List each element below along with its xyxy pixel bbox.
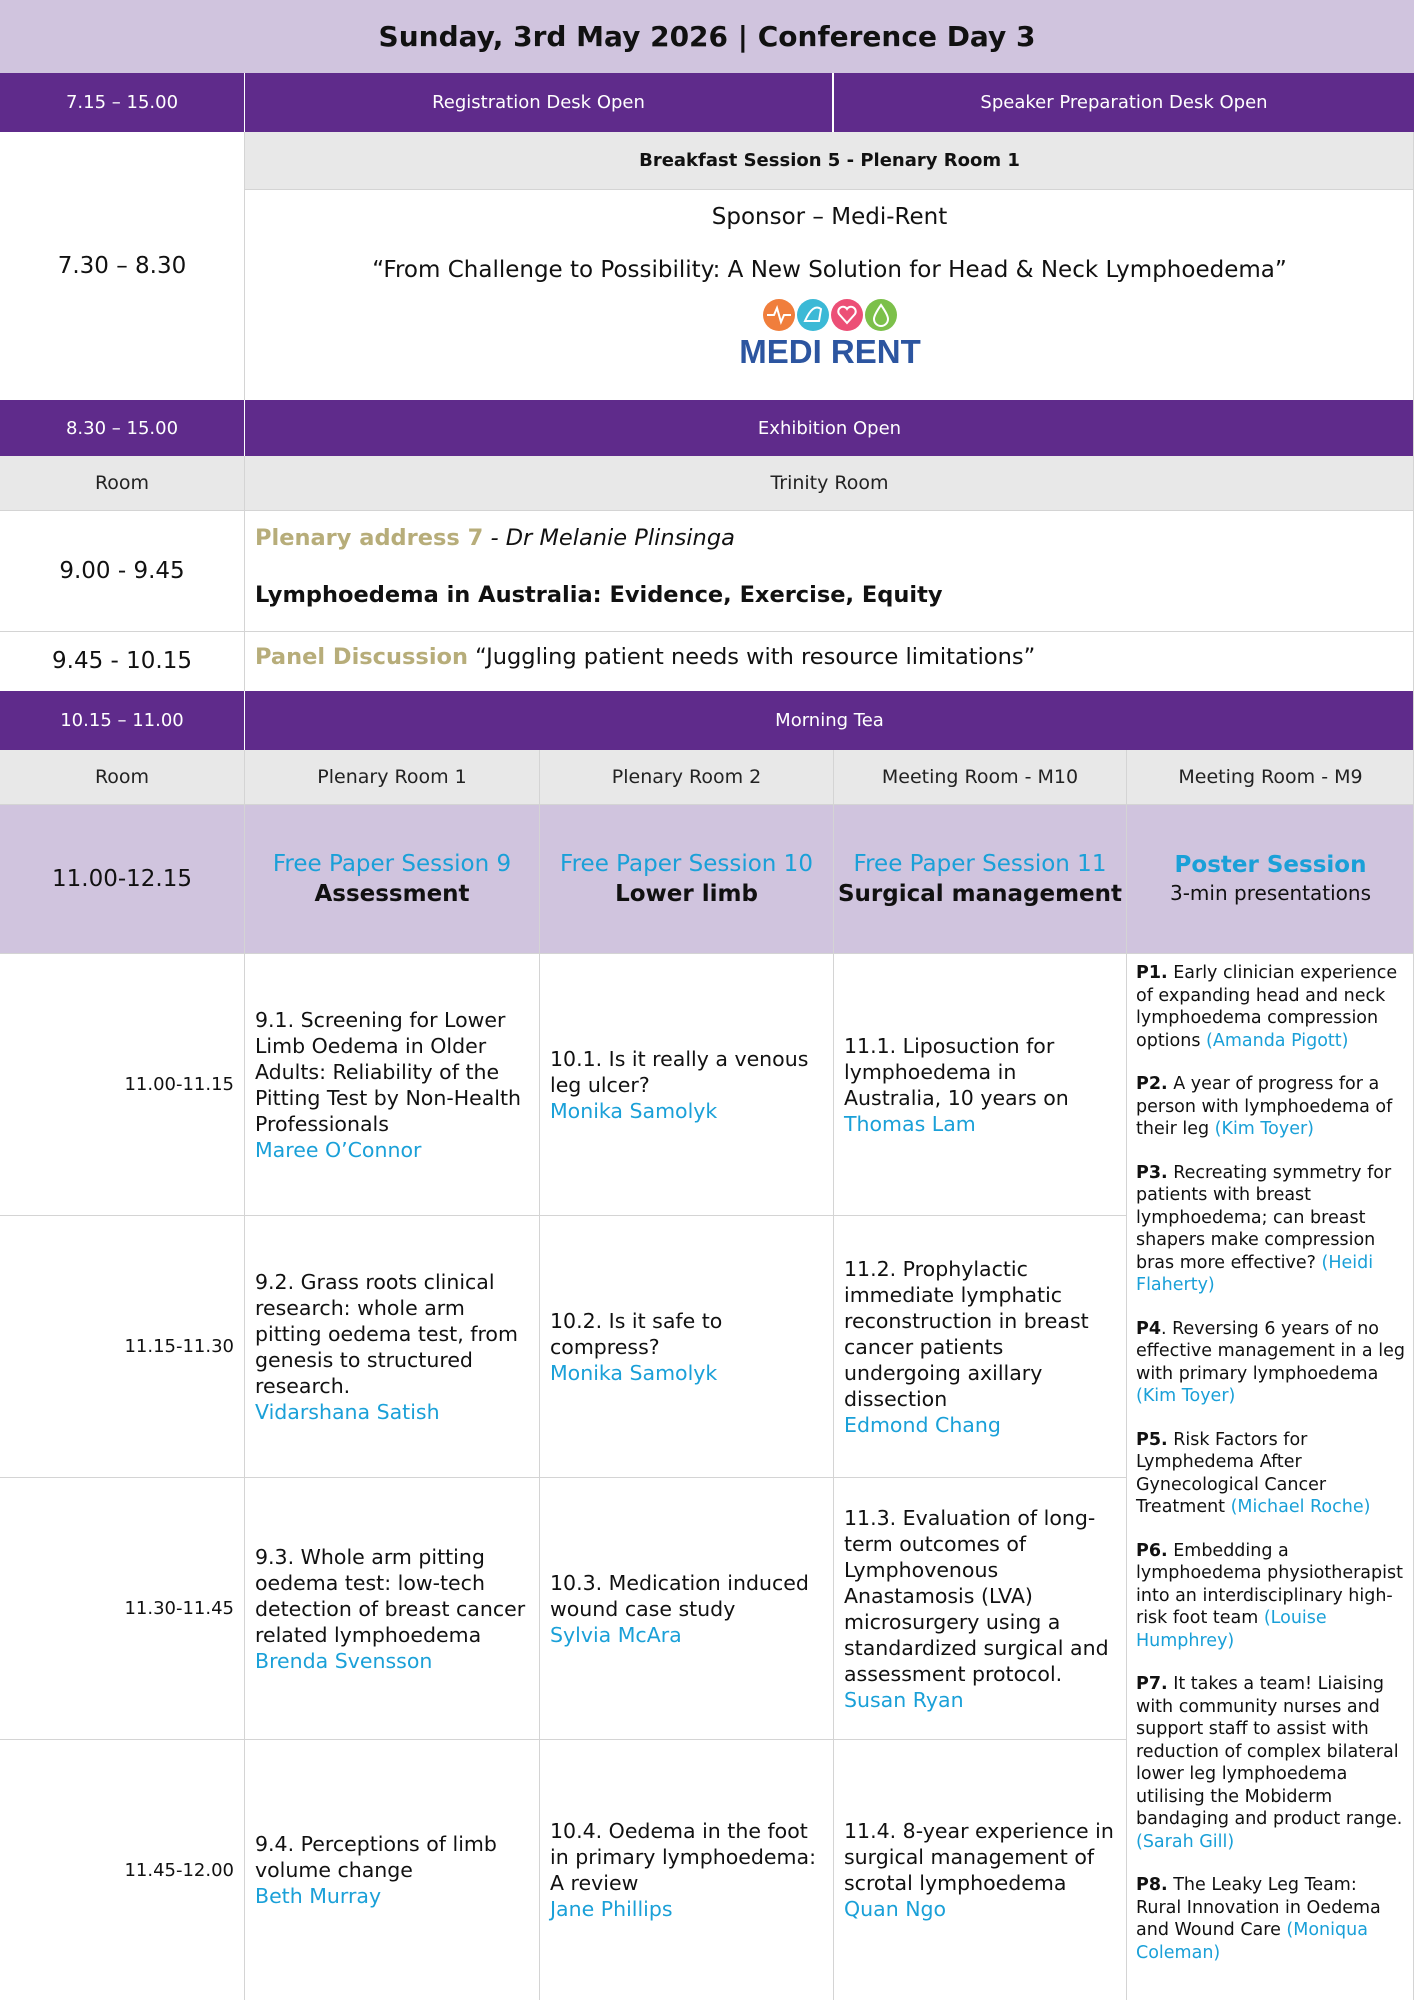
room-plenary-1: Plenary Room 1 [245,750,539,804]
poster-title: A year of progress for a person with lymphoedema of their leg [1136,1074,1393,1139]
talk-speaker: Brenda Svensson [255,1648,433,1673]
panel-title: “Juggling patient needs with resource limitations” [468,644,1036,670]
talk-speaker: Maree O’Connor [255,1137,422,1162]
talk-title: 11.3. Evaluation of long-term outcomes of Lymphovenous Anastamosis (LVA) microsurgery using a standardized surgical and assessment protocol. [844,1505,1109,1686]
morning-tea-time: 10.15 – 11.00 [0,691,244,750]
poster-code: P6. [1136,1540,1168,1561]
session-11-name: Free Paper Session 11 [853,851,1107,877]
sessions-time: 11.00-12.15 [0,805,244,953]
talk-cell [834,1478,1126,1739]
poster-code: P1. [1136,963,1168,983]
talk-cell [245,1216,539,1477]
medi-rent-logo [730,299,930,377]
poster-item [1136,1073,1406,1141]
talk-title: 10.4. Oedema in the foot in primary lymphoedema: A review [550,1819,816,1895]
poster-title: Embedding a lymphoedema physiotherapist into an interdisciplinary high-risk foot team [1136,1540,1403,1628]
talk-title: 9.2. Grass roots clinical research: whole arm pitting oedema test, from genesis to structured research. [255,1269,518,1398]
talk-cell [834,1216,1126,1477]
poster-title: Recreating symmetry for patients with breast lymphoedema; can breast shapers make compression bras more effective? [1136,1162,1392,1273]
talk-title: 11.1. Liposuction for lymphoedema in Australia, 10 years on [844,1033,1069,1110]
session-10-topic: Lower limb [615,881,758,907]
slot-time: 11.45-12.00 [0,1740,244,2000]
poster-list [1127,954,1414,2000]
poster-code: P2. [1136,1074,1168,1094]
talk-cell [540,1216,833,1477]
poster-author: (Kim Toyer) [1214,1119,1314,1139]
talk-speaker: Thomas Lam [844,1111,976,1136]
room-m10: Meeting Room - M10 [834,750,1126,804]
talk-title: 11.4. 8-year experience in surgical management of scrotal lymphoedema [844,1819,1114,1895]
session-11-header [834,805,1126,953]
poster-session-name: Poster Session [1174,852,1367,878]
poster-item [1136,962,1406,1052]
talk-title: 10.1. Is it really a venous leg ulcer? [550,1046,809,1097]
session-9-topic: Assessment [314,881,470,907]
breakfast-talk-title: “From Challenge to Possibility: A New Solution for Head & Neck Lymphoedema” [372,257,1287,283]
poster-code: P8. [1136,1875,1168,1895]
poster-author: (Sarah Gill) [1136,1831,1235,1852]
talk-cell [540,1478,833,1739]
plenary-speaker: - Dr Melanie Plinsinga [483,525,735,551]
poster-code: P4 [1136,1318,1162,1339]
poster-title: Risk Factors for Lymphedema After Gynecological Cancer Treatment [1136,1429,1327,1517]
poster-title: The Leaky Leg Team: Rural Innovation in Oedema and Wound Care [1136,1875,1381,1940]
plenary-heading: Plenary address 7 [255,525,484,551]
slot-time: 11.15-11.30 [0,1216,244,1477]
speaker-prep-desk: Speaker Preparation Desk Open [834,73,1414,132]
poster-code: P5. [1136,1429,1168,1450]
poster-item [1136,1162,1406,1297]
poster-session-header [1127,805,1414,953]
poster-item [1136,1429,1406,1519]
talk-speaker: Edmond Chang [844,1412,1001,1437]
talk-cell [834,1740,1126,2000]
poster-code: P7. [1136,1674,1168,1694]
panel-time: 9.45 - 10.15 [0,632,244,690]
poster-author: (Louise Humphrey) [1136,1608,1327,1651]
trinity-room: Trinity Room [245,456,1414,510]
talk-speaker: Sylvia McAra [550,1622,682,1647]
sponsor-line: Sponsor – Medi-Rent [711,204,948,230]
poster-author: (Kim Toyer) [1136,1386,1236,1406]
poster-author: (Moniqua Coleman) [1136,1920,1368,1963]
exhibition-time: 8.30 – 15.00 [0,400,244,456]
panel-content [245,632,1414,690]
registration-desk: Registration Desk Open [245,73,832,132]
room-label-2: Room [0,750,244,804]
page-title-bar [0,0,1414,73]
session-10-name: Free Paper Session 10 [560,851,813,877]
talk-speaker: Susan Ryan [844,1687,964,1712]
room-plenary-2: Plenary Room 2 [540,750,833,804]
morning-tea-label: Morning Tea [245,691,1414,750]
plenary-time: 9.00 - 9.45 [0,511,244,631]
talk-title: 9.1. Screening for Lower Limb Oedema in Older Adults: Reliability of the Pitting Test by Non-Health Professionals [255,1007,522,1136]
talk-cell [245,954,539,1215]
poster-code: P3. [1136,1162,1168,1183]
breakfast-session-title: Breakfast Session 5 - Plenary Room 1 [245,132,1414,189]
medi-rent-logo-icon [730,299,930,373]
talk-cell [540,1740,833,2000]
poster-item [1136,1540,1406,1653]
talk-cell [245,1478,539,1739]
talk-speaker: Vidarshana Satish [255,1399,440,1424]
panel-heading: Panel Discussion [255,644,469,670]
plenary-title: Lymphoedema in Australia: Evidence, Exercise, Equity [255,582,943,608]
talk-cell [245,1740,539,2000]
talk-title: 10.3. Medication induced wound case study [550,1570,809,1621]
slot-time: 11.00-11.15 [0,954,244,1215]
poster-title: It takes a team! Liaising with community nurses and support staff to assist with reduction of complex bilateral lower leg lymphoedema utilising the Mobiderm bandaging and product range. [1136,1674,1403,1829]
session-10-header [540,805,833,953]
poster-item [1136,1874,1406,1964]
poster-author: (Amanda Pigott) [1206,1030,1349,1051]
breakfast-time: 7.30 – 8.30 [0,132,244,400]
talk-cell [834,954,1126,1215]
talk-title: 11.2. Prophylactic immediate lymphatic reconstruction in breast cancer patients undergoing axillary dissection [844,1256,1089,1411]
registration-time: 7.15 – 15.00 [0,73,244,132]
exhibition-label: Exhibition Open [245,400,1414,456]
session-9-header [245,805,539,953]
talk-title: 10.2. Is it safe to compress? [550,1308,723,1359]
talk-title: 9.4. Perceptions of limb volume change [255,1832,497,1882]
session-9-name: Free Paper Session 9 [272,851,512,877]
session-11-topic: Surgical management [837,881,1123,907]
slot-time: 11.30-11.45 [0,1478,244,1739]
room-m9: Meeting Room - M9 [1127,750,1414,804]
poster-title: Early clinician experience of expanding head and neck lymphoedema compression options [1136,963,1398,1051]
talk-speaker: Quan Ngo [844,1897,947,1921]
breakfast-session-body [245,190,1414,400]
talk-speaker: Monika Samolyk [550,1360,718,1385]
poster-author: (Michael Roche) [1230,1497,1371,1517]
poster-item [1136,1318,1406,1408]
talk-cell [540,954,833,1215]
talk-speaker: Monika Samolyk [550,1098,718,1123]
logo-wordmark: MEDI RENT [738,333,921,370]
poster-title: . Reversing 6 years of no effective management in a leg with primary lymphoedema [1136,1318,1405,1384]
poster-item [1136,1673,1406,1853]
talk-speaker: Jane Phillips [550,1897,673,1921]
talk-speaker: Beth Murray [255,1884,382,1908]
page-title: Sunday, 3rd May 2026 | Conference Day 3 [378,20,1036,53]
room-label: Room [0,456,244,510]
poster-author: (Heidi Flaherty) [1136,1252,1374,1295]
talk-title: 9.3. Whole arm pitting oedema test: low-tech detection of breast cancer related lymphoedema [255,1544,526,1647]
poster-session-topic: 3-min presentations [1169,881,1372,905]
plenary-content [245,511,1414,631]
